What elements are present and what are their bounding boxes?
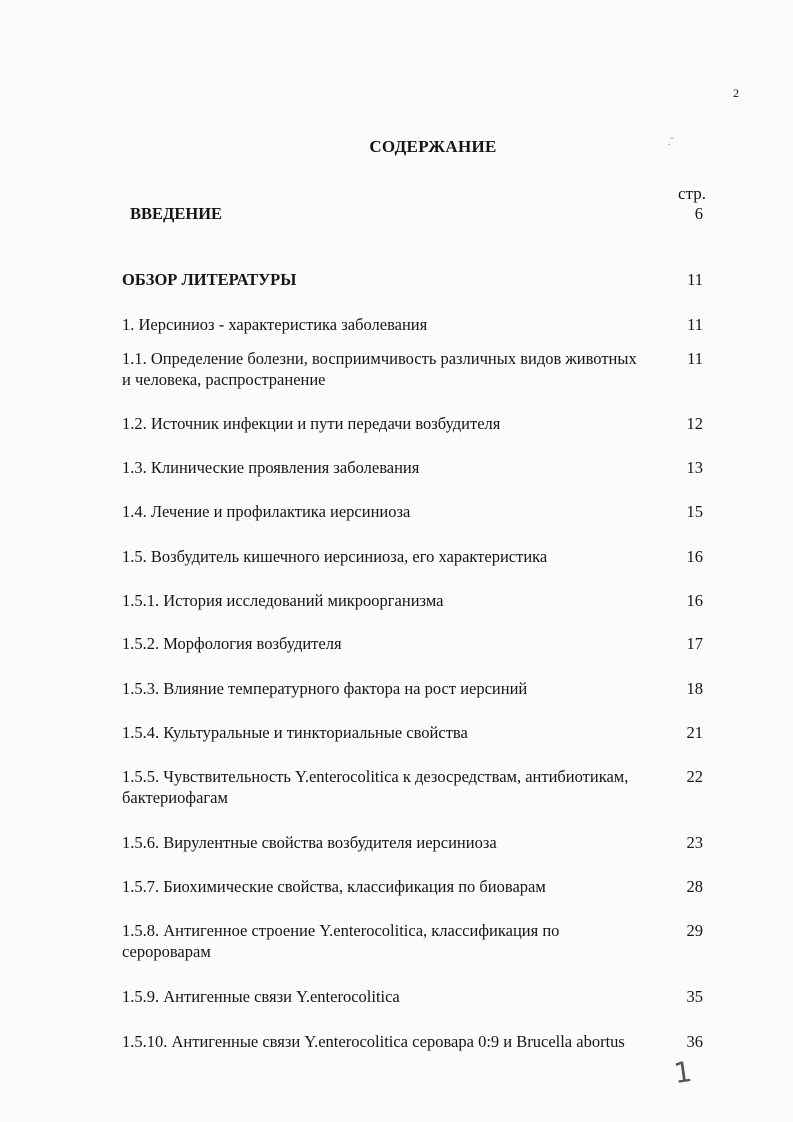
toc-entry-page: 16: [686, 591, 703, 610]
toc-entry: [122, 986, 703, 1007]
toc-entry-page: 11: [687, 349, 703, 368]
toc-entry-introduction: [130, 203, 703, 224]
toc-entry-page: 22: [686, 767, 703, 786]
page-number: 2: [733, 86, 739, 100]
toc-entry-page: 23: [686, 833, 703, 852]
toc-entry-text: 1.5.1. История исследований микроорганизма: [122, 591, 444, 610]
toc-entry-text: 1.5.10. Антигенные связи Y.enterocolitica серовара 0:9 и Brucella abortus: [122, 1032, 625, 1051]
toc-entry: [122, 678, 703, 699]
toc-entry-page: 16: [686, 547, 703, 566]
toc-entry: [122, 920, 703, 962]
toc-entry: [122, 832, 703, 853]
toc-entry-text: 1.1. Определение болезни, восприимчивость различных видов животных и человека, распространение: [122, 349, 637, 389]
page-column-header: стр.: [678, 184, 706, 203]
toc-entry-page: 15: [686, 502, 703, 521]
toc-entry-text: ОБЗОР ЛИТЕРАТУРЫ: [122, 270, 297, 289]
toc-entry: [122, 501, 703, 522]
toc-entry: [122, 876, 703, 897]
toc-entry-text: ВВЕДЕНИЕ: [130, 204, 223, 223]
toc-entry-text: 1. Иерсиниоз - характеристика заболевания: [122, 315, 428, 334]
toc-entry-text: 1.5.8. Антигенное строение Y.enterocolitica, классификация по серороварам: [122, 921, 560, 961]
toc-entry: [122, 314, 703, 335]
toc-entry-page: 29: [686, 921, 703, 940]
toc-entry-page: 36: [686, 1032, 703, 1051]
toc-entry-text: 1.5.9. Антигенные связи Y.enterocolitica: [122, 987, 400, 1006]
toc-entry-text: 1.2. Источник инфекции и пути передачи возбудителя: [122, 414, 501, 433]
toc-entry-page: 28: [686, 877, 703, 896]
toc-entry-page: 11: [687, 315, 703, 334]
handwritten-mark: 1: [671, 1054, 695, 1091]
toc-entry: [122, 766, 703, 808]
toc-entry-page: 35: [686, 987, 703, 1006]
toc-entry-text: 1.5.7. Биохимические свойства, классификация по биоварам: [122, 877, 546, 896]
toc-entry-text: 1.5. Возбудитель кишечного иерсиниоза, его характеристика: [122, 547, 548, 566]
stray-mark: .ˇ: [668, 137, 674, 148]
toc-entry-page: 6: [694, 204, 703, 223]
toc-entry-text: 1.5.6. Вирулентные свойства возбудителя иерсиниоза: [122, 833, 497, 852]
toc-entry-text: 1.5.2. Морфология возбудителя: [122, 634, 342, 653]
toc-entry: [122, 457, 703, 478]
toc-entry-page: 17: [686, 634, 703, 653]
toc-entry-text: 1.5.4. Культуральные и тинкториальные свойства: [122, 723, 468, 742]
toc-entry: [122, 590, 703, 611]
toc-entry: [122, 348, 703, 390]
toc-entry-text: 1.5.5. Чувствительность Y.enterocolitica к дезосредствам, антибиотикам, бактериофагам: [122, 767, 629, 807]
toc-entry-page: 12: [686, 414, 703, 433]
toc-entry: [122, 633, 703, 654]
toc-entry: [122, 546, 703, 567]
toc-entry-page: 21: [686, 723, 703, 742]
toc-entry-literature-review: [122, 269, 703, 290]
toc-entry: [122, 413, 703, 434]
toc-entry-text: 1.4. Лечение и профилактика иерсиниоза: [122, 502, 411, 521]
toc-entry: [122, 1031, 703, 1052]
toc-entry-page: 18: [686, 679, 703, 698]
toc-entry-page: 11: [687, 270, 703, 289]
toc-entry-text: 1.5.3. Влияние температурного фактора на рост иерсиний: [122, 679, 528, 698]
toc-entry-page: 13: [686, 458, 703, 477]
toc-entry: [122, 722, 703, 743]
toc-entry-text: 1.3. Клинические проявления заболевания: [122, 458, 420, 477]
page-title: СОДЕРЖАНИЕ: [369, 137, 497, 156]
